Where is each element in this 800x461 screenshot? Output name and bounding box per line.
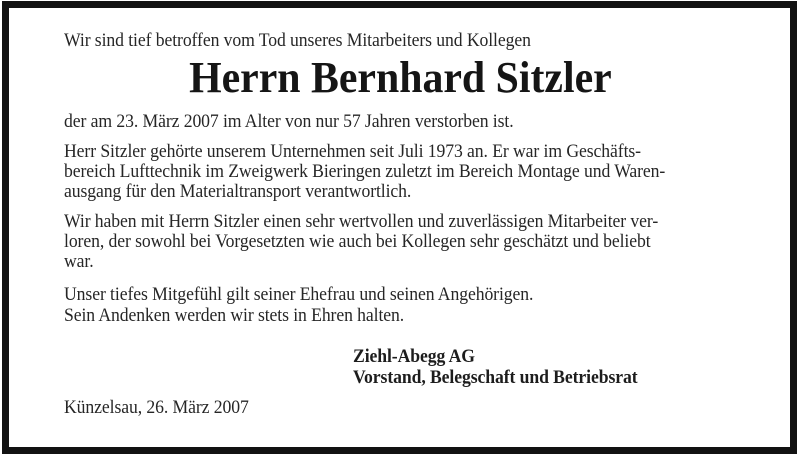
employment-line-3: ausgang für den Materialtransport verantwortlich.	[64, 181, 412, 202]
employment-line-2: bereich Lufttechnik im Zweigwerk Bieringen zuletzt im Bereich Montage und Waren-	[64, 161, 666, 182]
condolence-paragraph	[64, 284, 533, 326]
tribute-line-2: loren, der sowohl bei Vorgesetzten wie auch bei Kollegen sehr geschätzt und beliebt	[64, 231, 651, 252]
tribute-paragraph	[64, 212, 658, 272]
employment-paragraph	[64, 142, 665, 202]
deceased-name-heading-row	[0, 55, 800, 101]
signature-signers: Vorstand, Belegschaft und Betriebsrat	[353, 367, 638, 388]
condolence-line-1: Unser tiefes Mitgefühl gilt seiner Ehefrau und seinen Angehörigen.	[64, 284, 534, 305]
signature-company: Ziehl-Abegg AG	[353, 346, 475, 367]
death-date-line: der am 23. März 2007 im Alter von nur 57 Jahren verstorben ist.	[64, 111, 514, 132]
intro-line: Wir sind tief betroffen vom Tod unseres Mitarbeiters und Kollegen	[64, 30, 531, 51]
tribute-line-3: war.	[64, 251, 94, 272]
condolence-line-2: Sein Andenken werden wir stets in Ehren halten.	[64, 305, 405, 326]
employment-line-1: Herr Sitzler gehörte unserem Unternehmen seit Juli 1973 an. Er war im Geschäfts-	[64, 141, 641, 162]
place-date-line: Künzelsau, 26. März 2007	[64, 397, 249, 418]
deceased-name-heading: Herrn Bernhard Sitzler	[188, 53, 612, 102]
signature-block	[353, 346, 638, 388]
tribute-line-1: Wir haben mit Herrn Sitzler einen sehr wertvollen und zuverlässigen Mitarbeiter ver-	[64, 211, 659, 232]
